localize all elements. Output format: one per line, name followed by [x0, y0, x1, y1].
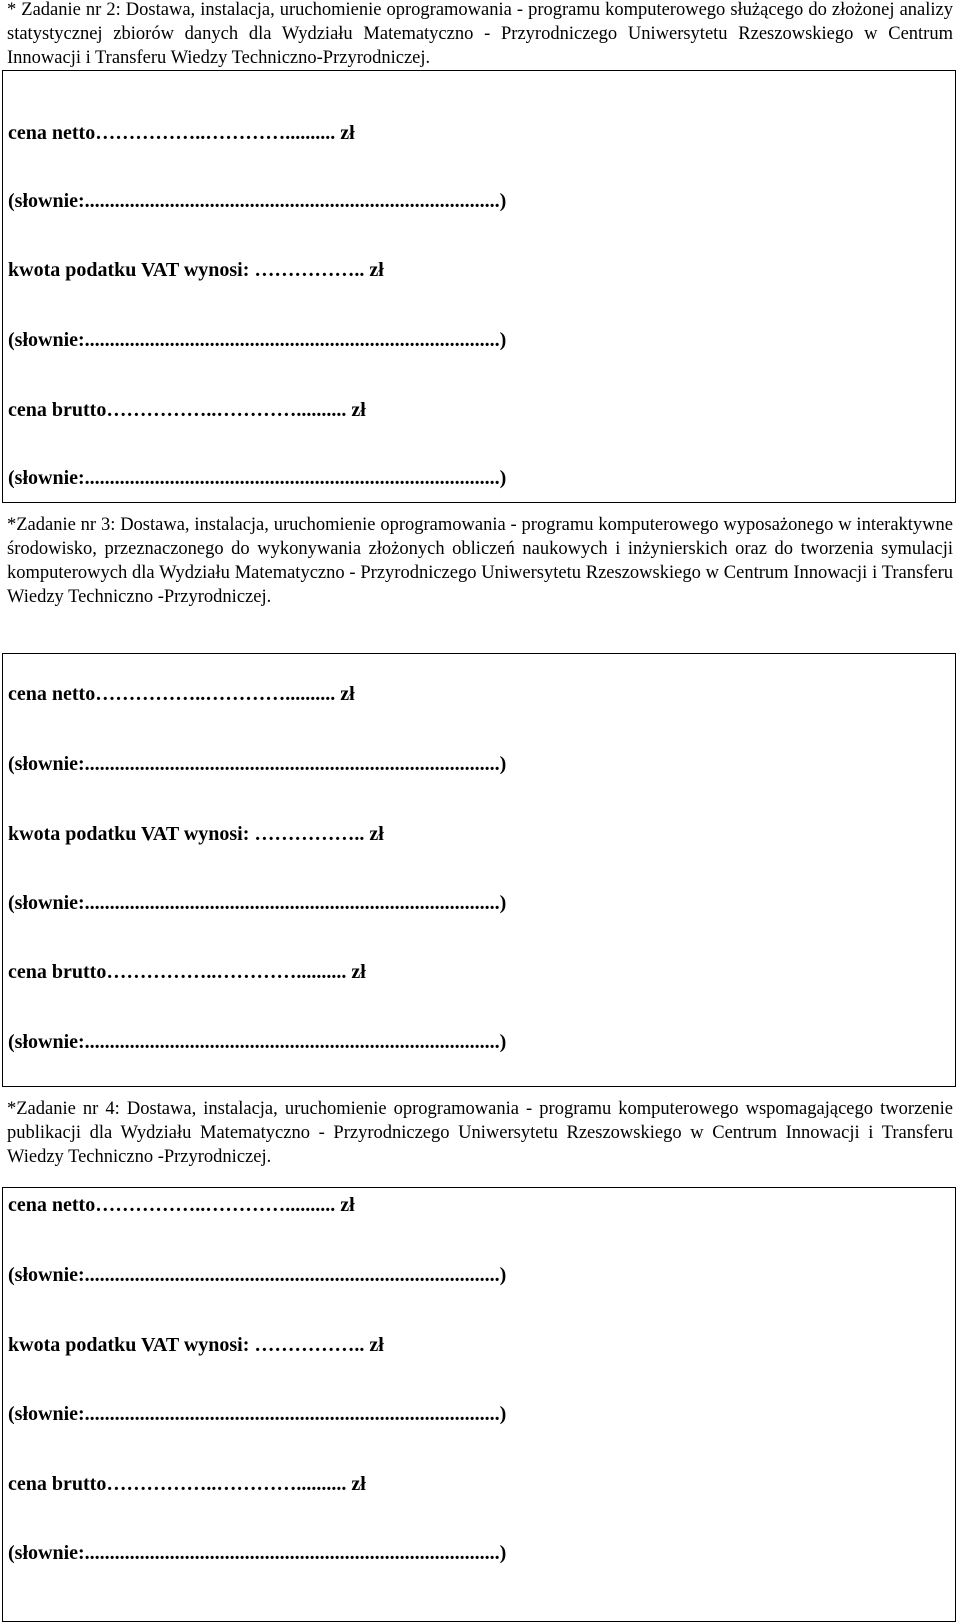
task-4-vat-in-words: (słownie:...................................................................................) [8, 1403, 507, 1425]
task-3-net-price-in-words: (słownie:...................................................................................) [8, 753, 507, 775]
task-2-price-box [2, 70, 956, 503]
task-2-description: * Zadanie nr 2: Dostawa, instalacja, uruchomienie oprogramowania - programu komputerowego służącego do złożonej analizy statystycznej zbiorów danych dla Wydziału Matematyczno - Przyrodniczego Uniwersytetu Rzeszowskiego w Centrum Innowacji i Transferu Wiedzy Techniczno-Przyrodniczej. [7, 0, 953, 68]
task-4-net-price-in-words: (słownie:...................................................................................) [8, 1264, 507, 1286]
task-2-net-price: cena netto……………..………….......... zł [8, 122, 355, 144]
task-3-description: *Zadanie nr 3: Dostawa, instalacja, uruchomienie oprogramowania - programu komputerowego wyposażonego w interaktywne środowisko, przeznaczonego do wykonywania złożonych obliczeń naukowych i inżynierskich oraz do tworzenia symulacji komputerowych dla Wydziału Matematyczno - Przyrodniczego Uniwersytetu Rzeszowskiego w Centrum Innowacji i Transferu Wiedzy Techniczno -Przyrodniczej. [7, 515, 953, 607]
task-4-net-price: cena netto……………..………….......... zł [8, 1194, 355, 1216]
task-2-gross-price-in-words: (słownie:...................................................................................) [8, 467, 507, 489]
task-4-gross-price-in-words: (słownie:...................................................................................) [8, 1542, 507, 1564]
task-4-gross-price: cena brutto……………..………….......... zł [8, 1473, 366, 1495]
task-3-price-box [2, 653, 956, 1087]
task-2-net-price-in-words: (słownie:...................................................................................) [8, 190, 507, 212]
task-2-vat-in-words: (słownie:...................................................................................) [8, 329, 507, 351]
task-3-net-price: cena netto……………..………….......... zł [8, 683, 355, 705]
task-4-vat-amount: kwota podatku VAT wynosi: …………….. zł [8, 1334, 384, 1356]
task-3-vat-amount: kwota podatku VAT wynosi: …………….. zł [8, 823, 384, 845]
task-2-gross-price: cena brutto……………..………….......... zł [8, 399, 366, 421]
task-3-vat-in-words: (słownie:...................................................................................) [8, 892, 507, 914]
task-3-gross-price-in-words: (słownie:...................................................................................) [8, 1031, 507, 1053]
task-2-vat-amount: kwota podatku VAT wynosi: …………….. zł [8, 259, 384, 281]
task-3-gross-price: cena brutto……………..………….......... zł [8, 961, 366, 983]
task-4-description: *Zadanie nr 4: Dostawa, instalacja, uruchomienie oprogramowania - programu komputerowego wspomagającego tworzenie publikacji dla Wydziału Matematyczno - Przyrodniczego Uniwersytetu Rzeszowskiego w Centrum Innowacji i Transferu Wiedzy Techniczno -Przyrodniczej. [7, 1099, 953, 1167]
task-4-price-box [2, 1187, 956, 1622]
